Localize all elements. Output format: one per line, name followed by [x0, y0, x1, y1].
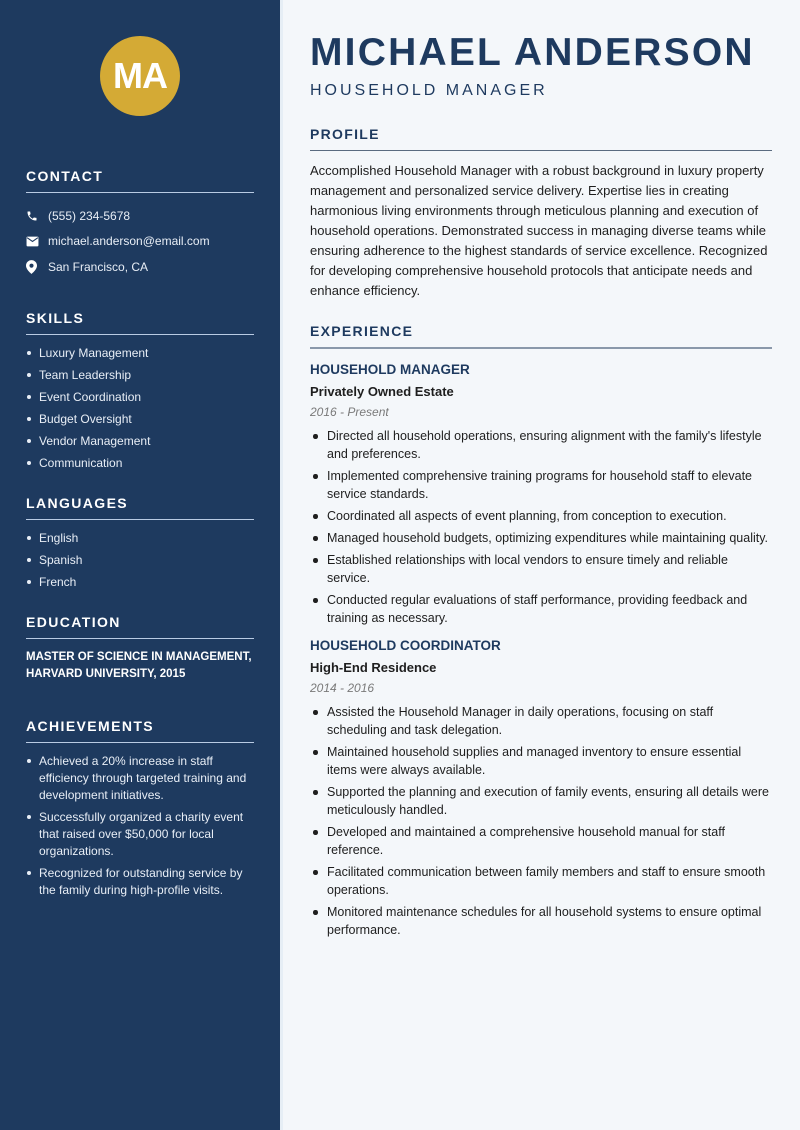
- contact-location: [26, 254, 254, 280]
- job-bullets: [310, 703, 772, 939]
- languages-list: [26, 530, 254, 590]
- languages-heading: LANGUAGES: [26, 495, 254, 520]
- profile-summary: Accomplished Household Manager with a robust background in luxury property management and personalized service delivery. Expertise lies in creating harmonious living environments through meticulous planning and execution of household operations. Demonstrated success in managing diverse teams while ensuring adherence to the highest standards of service excellence. Recognized for developing comprehensive household protocols that anticipate needs and enhance efficiency.: [310, 163, 768, 298]
- contact-heading: CONTACT: [26, 168, 254, 193]
- job-entry: [310, 361, 772, 627]
- experience-heading: EXPERIENCE: [310, 323, 772, 349]
- candidate-title: HOUSEHOLD MANAGER: [310, 82, 548, 99]
- skills-list: [26, 345, 254, 471]
- phone-icon: [26, 210, 48, 222]
- job-bullet: Coordinated all aspects of event planning, from conception to execution.: [310, 507, 772, 525]
- job-role: HOUSEHOLD MANAGER: [310, 362, 470, 377]
- achievement-item: Achieved a 20% increase in staff efficiency through targeted training and development initiatives.: [26, 753, 254, 804]
- job-bullet: Conducted regular evaluations of staff performance, providing feedback and training as necessary.: [310, 591, 772, 627]
- language-item: French: [26, 574, 254, 590]
- skills-section: [26, 310, 254, 471]
- skill-item: Vendor Management: [26, 433, 254, 449]
- job-bullet: Supported the planning and execution of family events, ensuring all details were meticulously handled.: [310, 783, 772, 819]
- achievement-item: Successfully organized a charity event that raised over $50,000 for local organizations.: [26, 809, 254, 860]
- job-bullet: Managed household budgets, optimizing expenditures while maintaining quality.: [310, 529, 772, 547]
- job-entry: [310, 637, 772, 939]
- contact-location-text: San Francisco, CA: [48, 259, 149, 274]
- contact-email-text: michael.anderson@email.com: [48, 234, 210, 249]
- contact-section: [26, 168, 254, 280]
- sidebar-divider: [280, 0, 283, 1130]
- skills-heading: SKILLS: [26, 310, 254, 335]
- avatar: [100, 36, 180, 116]
- education-entry: MASTER OF SCIENCE IN MANAGEMENT, HARVARD UNIVERSITY, 2015: [26, 650, 252, 680]
- skill-item: Team Leadership: [26, 367, 254, 383]
- main-content: [310, 30, 772, 949]
- job-bullet: Developed and maintained a comprehensive household manual for staff reference.: [310, 823, 772, 859]
- location-pin-icon: [26, 260, 48, 274]
- languages-section: [26, 495, 254, 590]
- candidate-name: MICHAEL ANDERSON: [310, 31, 755, 74]
- achievement-item: Recognized for outstanding service by the family during high-profile visits.: [26, 865, 254, 899]
- profile-section: [310, 126, 772, 301]
- education-section: [26, 614, 254, 684]
- contact-phone-text: (555) 234-5678: [48, 208, 131, 223]
- job-dates: 2014 - 2016: [310, 681, 375, 695]
- job-bullet: Implemented comprehensive training programs for household staff to elevate service standards.: [310, 467, 772, 503]
- email-icon: [26, 236, 48, 247]
- language-item: English: [26, 530, 254, 546]
- job-dates: 2016 - Present: [310, 405, 389, 419]
- skill-item: Luxury Management: [26, 345, 254, 361]
- experience-section: [310, 323, 772, 939]
- job-bullet: Monitored maintenance schedules for all household systems to ensure optimal performance.: [310, 903, 772, 939]
- achievements-list: [26, 753, 254, 899]
- job-bullets: [310, 427, 772, 627]
- language-item: Spanish: [26, 552, 254, 568]
- profile-heading: PROFILE: [310, 126, 772, 151]
- job-bullet: Maintained household supplies and managed inventory to ensure essential items were always available.: [310, 743, 772, 779]
- job-bullet: Established relationships with local vendors to ensure timely and reliable service.: [310, 551, 772, 587]
- contact-email[interactable]: [26, 229, 254, 255]
- achievements-heading: ACHIEVEMENTS: [26, 718, 254, 743]
- job-bullet: Assisted the Household Manager in daily operations, focusing on staff scheduling and task delegation.: [310, 703, 772, 739]
- job-bullet: Directed all household operations, ensuring alignment with the family's lifestyle and preferences.: [310, 427, 772, 463]
- job-company: Privately Owned Estate: [310, 384, 454, 399]
- job-role: HOUSEHOLD COORDINATOR: [310, 638, 501, 653]
- education-heading: EDUCATION: [26, 614, 254, 639]
- skill-item: Communication: [26, 455, 254, 471]
- sidebar: [0, 0, 280, 1130]
- job-company: High-End Residence: [310, 660, 437, 675]
- contact-phone[interactable]: [26, 203, 254, 229]
- achievements-section: [26, 718, 254, 899]
- job-bullet: Facilitated communication between family members and staff to ensure smooth operations.: [310, 863, 772, 899]
- avatar-initials: MA: [113, 55, 167, 96]
- skill-item: Budget Oversight: [26, 411, 254, 427]
- skill-item: Event Coordination: [26, 389, 254, 405]
